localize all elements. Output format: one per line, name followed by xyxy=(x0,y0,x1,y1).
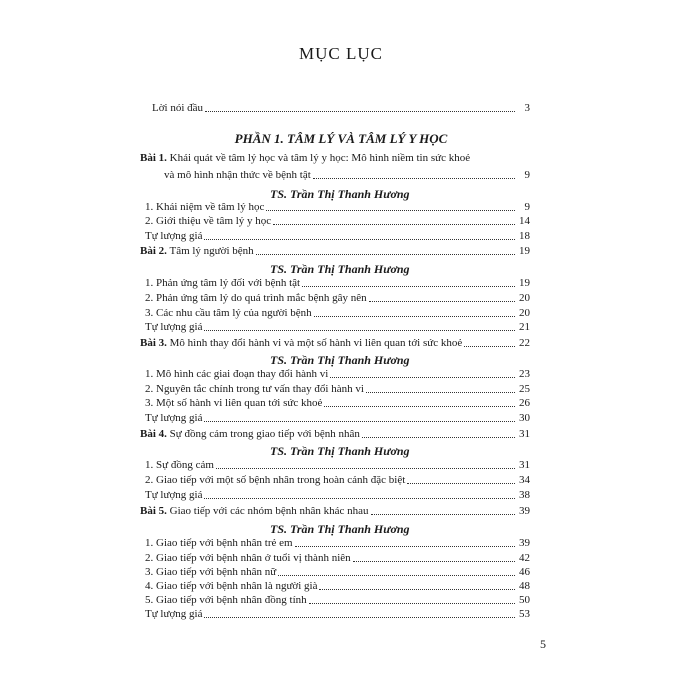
lesson-2-item-3: 3. Các nhu cầu tâm lý của người bệnh 20 xyxy=(145,307,530,319)
lesson-3-title: Bài 3. Mô hình thay đổi hành vi và một số hành vi liên quan tới sức khoẻ 22 xyxy=(140,337,530,349)
lesson-2-title: Bài 2. Tâm lý người bệnh 19 xyxy=(140,245,530,257)
page-number: 5 xyxy=(540,637,546,651)
lesson-4-item-1: 1. Sự đồng cảm 31 xyxy=(145,459,530,471)
lesson-4-author: TS. Trần Thị Thanh Hương xyxy=(270,444,410,458)
lesson-3-author: TS. Trần Thị Thanh Hương xyxy=(270,353,410,367)
lesson-1-item-2: 2. Giới thiệu về tâm lý y học 14 xyxy=(145,215,530,227)
lesson-2-self-assessment: Tự lượng giá 21 xyxy=(145,321,530,333)
lesson-5-item-4: 4. Giao tiếp với bệnh nhân là người già 48 xyxy=(145,580,530,592)
lesson-5-item-5: 5. Giao tiếp với bệnh nhân đồng tính 50 xyxy=(145,594,530,606)
lesson-2-author: TS. Trần Thị Thanh Hương xyxy=(270,262,410,276)
toc-entry-preface: Lời nói đầu 3 xyxy=(152,102,530,114)
lesson-1-title-line1: Bài 1. Khái quát về tâm lý học và tâm lý y học: Mô hình niềm tin sức khoẻ xyxy=(140,152,471,164)
lesson-3-self-assessment: Tự lượng giá 30 xyxy=(145,412,530,424)
lesson-3-item-3: 3. Một số hành vi liên quan tới sức khoẻ 26 xyxy=(145,397,530,409)
lesson-1-item-1: 1. Khái niệm về tâm lý học 9 xyxy=(145,201,530,213)
lesson-4-self-assessment: Tự lượng giá 38 xyxy=(145,489,530,501)
lesson-4-title: Bài 4. Sự đồng cảm trong giao tiếp với bệnh nhân 31 xyxy=(140,428,530,440)
lesson-4-item-2: 2. Giao tiếp với một số bệnh nhân trong hoàn cảnh đặc biệt 34 xyxy=(145,474,530,486)
lesson-5-self-assessment: Tự lượng giá 53 xyxy=(145,608,530,620)
lesson-5-item-2: 2. Giao tiếp với bệnh nhân ở tuổi vị thành niên 42 xyxy=(145,552,530,564)
lesson-5-title: Bài 5. Giao tiếp với các nhóm bệnh nhân khác nhau 39 xyxy=(140,505,530,517)
lesson-2-item-2: 2. Phản ứng tâm lý do quá trình mắc bệnh gây nên 20 xyxy=(145,292,530,304)
page-title: MỤC LỤC xyxy=(299,44,383,63)
lesson-1-self-assessment: Tự lượng giá 18 xyxy=(145,230,530,242)
lesson-5-item-1: 1. Giao tiếp với bệnh nhân trẻ em 39 xyxy=(145,537,530,549)
lesson-3-item-2: 2. Nguyên tắc chính trong tư vấn thay đổi hành vi 25 xyxy=(145,383,530,395)
lesson-3-item-1: 1. Mô hình các giai đoạn thay đổi hành vi 23 xyxy=(145,368,530,380)
lesson-1-title-line2: và mô hình nhận thức về bệnh tật 9 xyxy=(164,169,530,181)
lesson-5-author: TS. Trần Thị Thanh Hương xyxy=(270,522,410,536)
lesson-2-item-1: 1. Phản ứng tâm lý đối với bệnh tật 19 xyxy=(145,277,530,289)
lesson-5-item-3: 3. Giao tiếp với bệnh nhân nữ 46 xyxy=(145,566,530,578)
part-heading: PHẦN 1. TÂM LÝ VÀ TÂM LÝ Y HỌC xyxy=(234,131,448,146)
lesson-1-author: TS. Trần Thị Thanh Hương xyxy=(270,187,410,201)
